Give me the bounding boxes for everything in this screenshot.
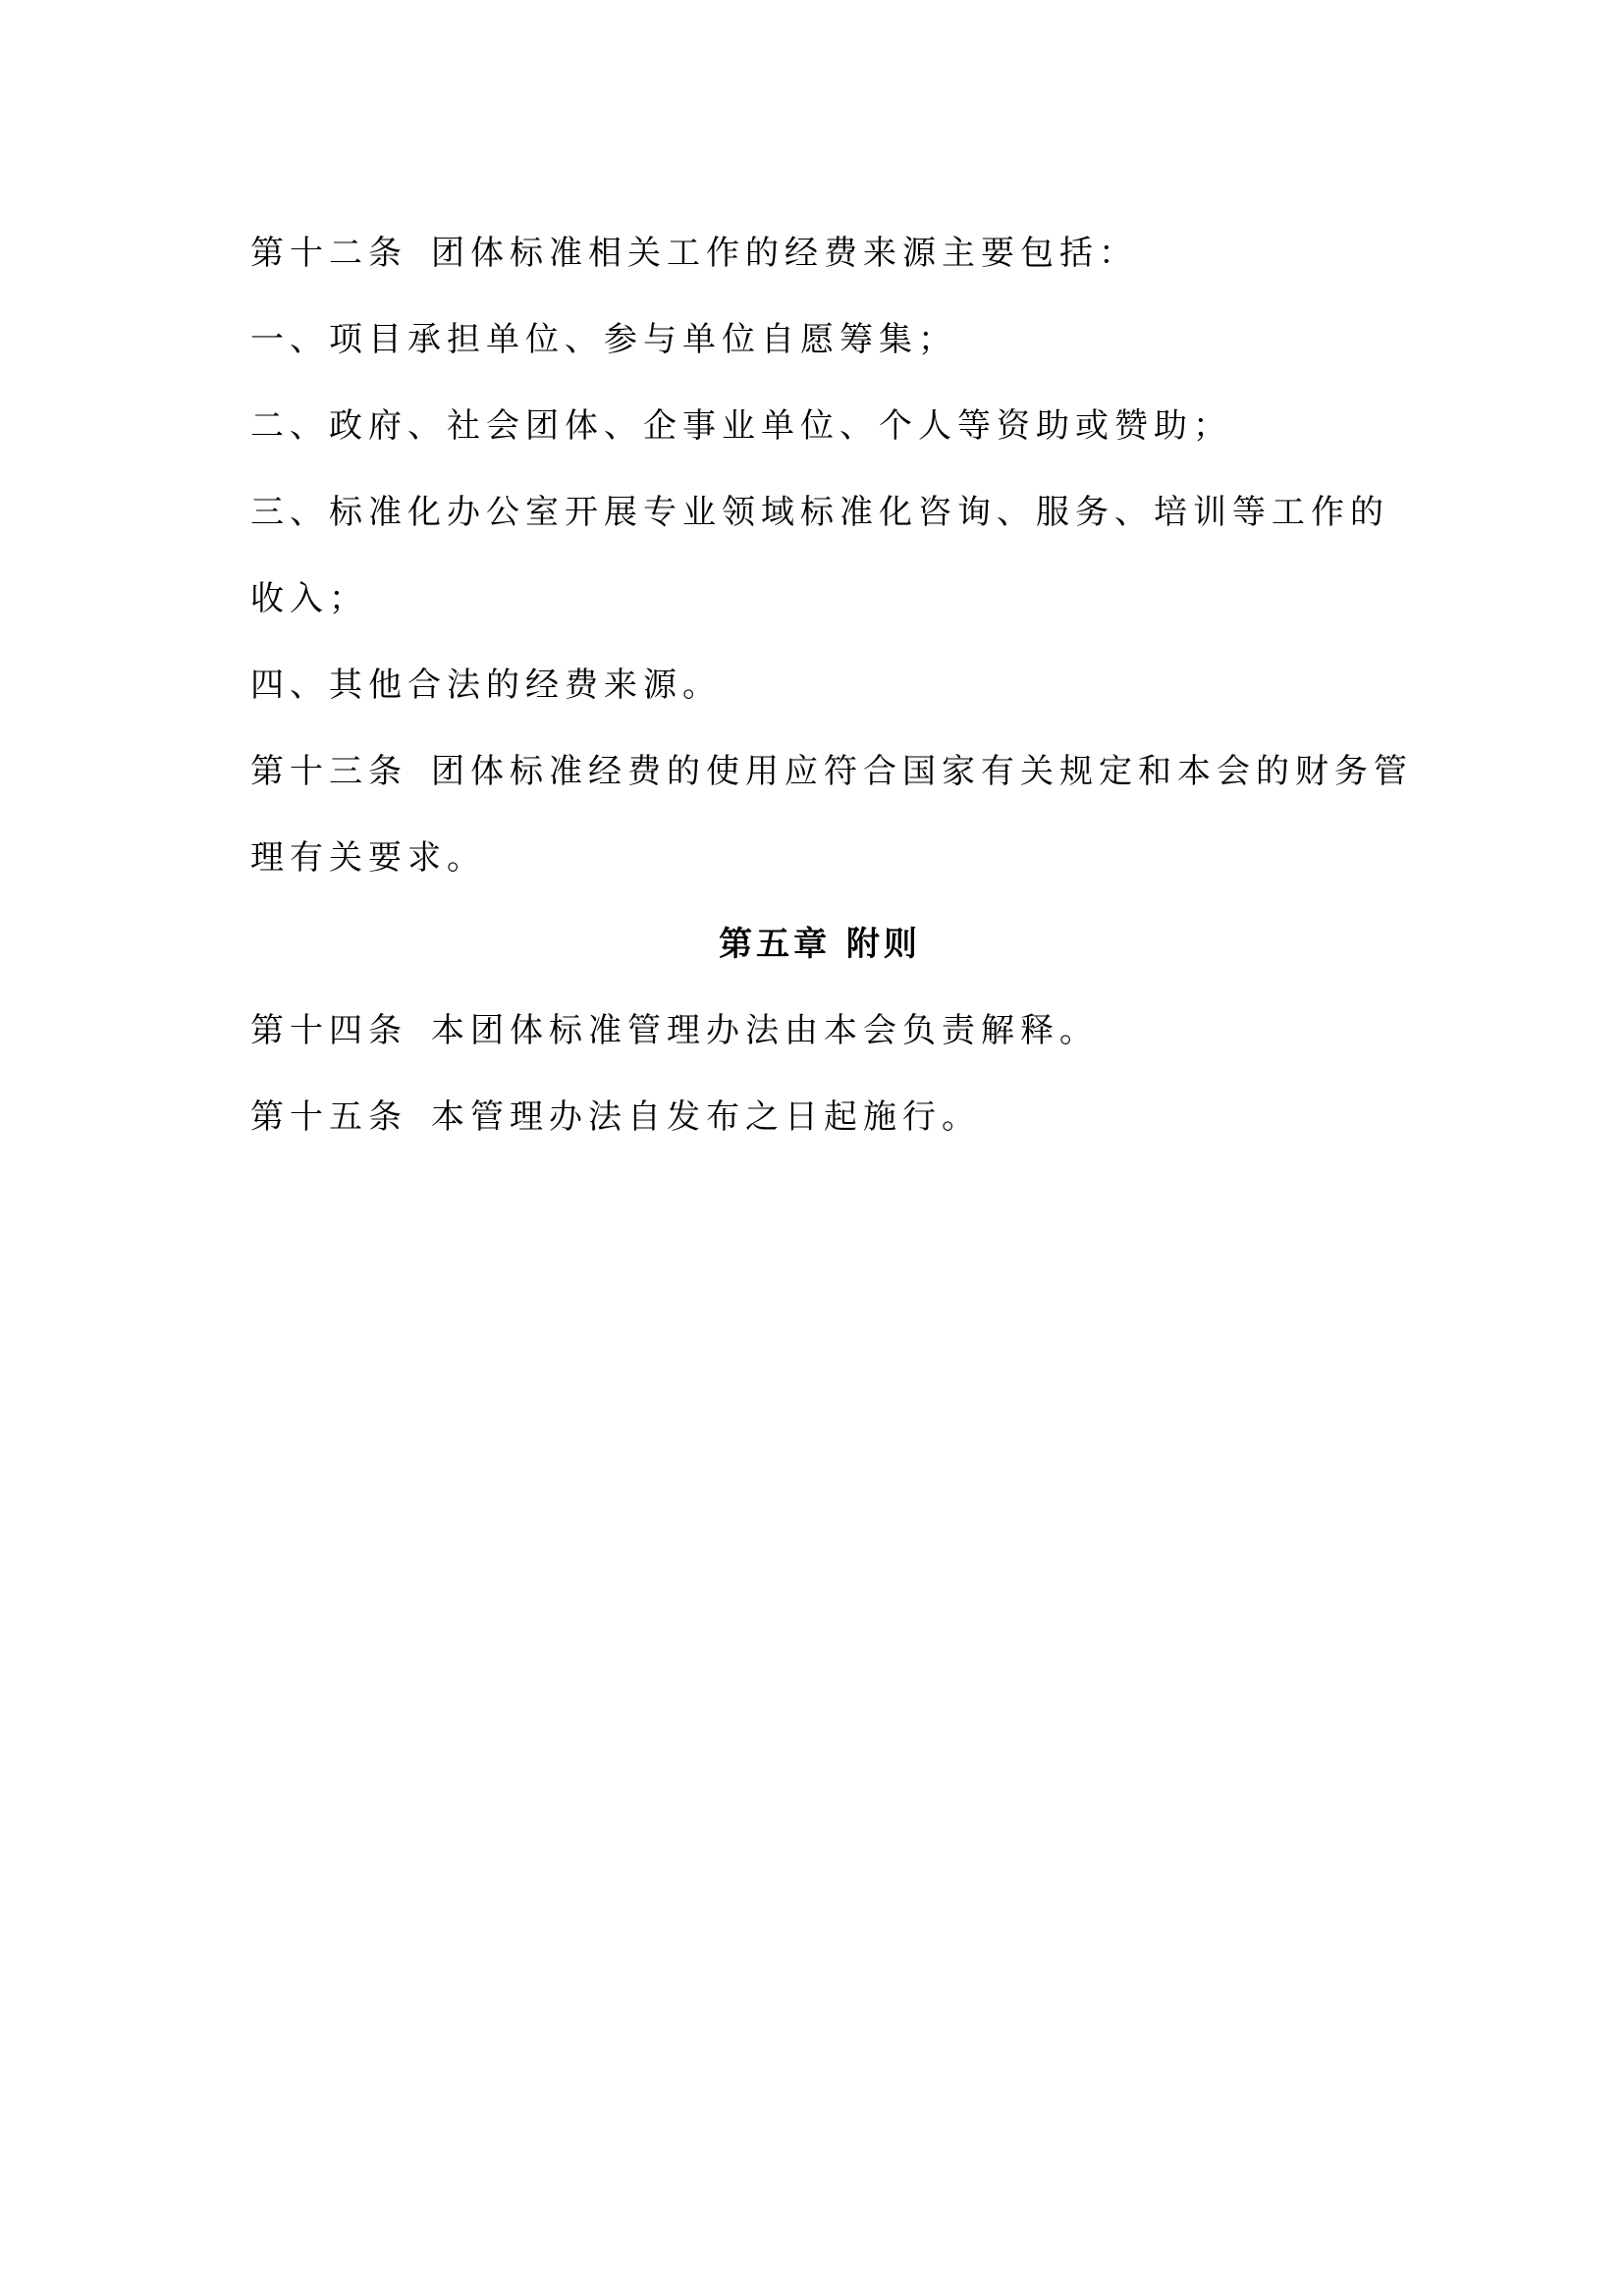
article-13: [250, 728, 1413, 815]
article-14-number: 第十四条: [250, 1011, 407, 1050]
article-13-continued: 理有关要求。: [250, 838, 486, 878]
article-15-text: 本管理办法自发布之日起施行。: [431, 1097, 981, 1137]
document-body: [250, 210, 1413, 1160]
chapter-heading: 第五章 附则: [719, 925, 921, 964]
article-12-text: 团体标准相关工作的经费来源主要包括：: [431, 234, 1138, 273]
article-13-number: 第十三条: [250, 752, 407, 791]
article-15: [250, 1074, 1389, 1160]
article-14-text: 本团体标准管理办法由本会负责解释。: [431, 1011, 1099, 1050]
funding-item-1: 一、项目承担单位、参与单位自愿筹集；: [250, 320, 957, 359]
article-14: [250, 988, 1389, 1074]
article-12: [250, 210, 1389, 296]
article-15-number: 第十五条: [250, 1097, 407, 1137]
funding-item-2: 二、政府、社会团体、企事业单位、个人等资助或赞助；: [250, 406, 1232, 446]
funding-item-3-continued: 收入；: [250, 579, 368, 618]
article-13-text: 团体标准经费的使用应符合国家有关规定和本会的财务管: [431, 752, 1413, 791]
funding-item-3: 三、标准化办公室开展专业领域标准化咨询、服务、培训等工作的: [250, 493, 1389, 532]
article-12-number: 第十二条: [250, 234, 407, 273]
funding-item-4: 四、其他合法的经费来源。: [250, 666, 722, 705]
